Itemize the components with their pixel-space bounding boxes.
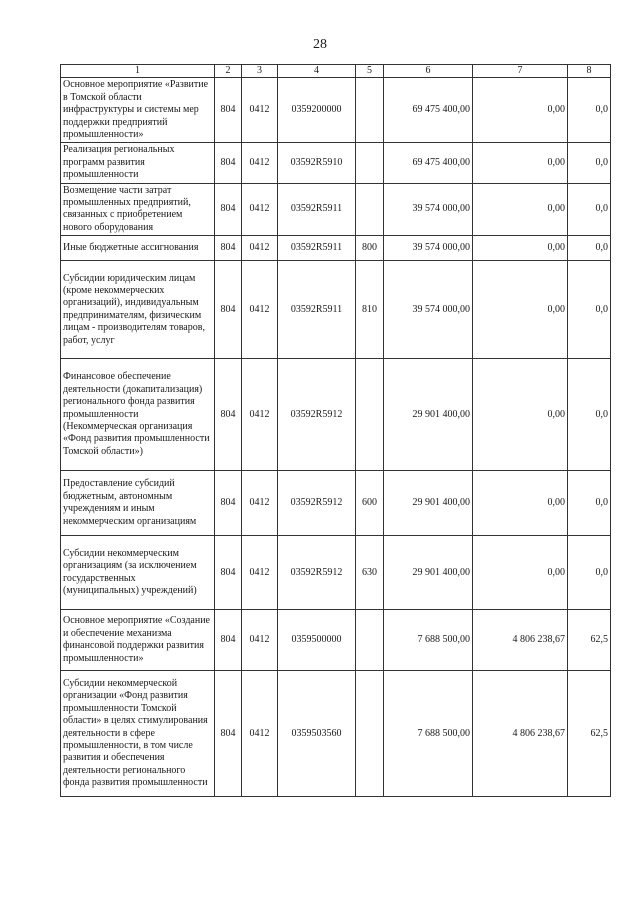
section-code-cell: 0412 <box>242 610 278 671</box>
section-code-cell: 0412 <box>242 471 278 536</box>
percent-cell: 62,5 <box>568 671 611 797</box>
table-row <box>61 143 611 183</box>
plan-amount-cell: 39 574 000,00 <box>384 261 473 359</box>
percent-cell: 0,0 <box>568 536 611 610</box>
plan-amount-cell: 69 475 400,00 <box>384 143 473 183</box>
expense-type-cell <box>356 183 384 236</box>
percent-cell: 0,0 <box>568 183 611 236</box>
section-code-cell: 0412 <box>242 536 278 610</box>
column-header: 4 <box>278 65 356 78</box>
table-row <box>61 671 611 797</box>
expense-type-cell: 630 <box>356 536 384 610</box>
table-header-row <box>61 65 611 78</box>
table-row <box>61 183 611 236</box>
table-row <box>61 471 611 536</box>
target-code-cell: 0359200000 <box>278 78 356 143</box>
percent-cell: 0,0 <box>568 359 611 471</box>
column-header: 7 <box>473 65 568 78</box>
percent-cell: 0,0 <box>568 261 611 359</box>
expense-type-cell: 810 <box>356 261 384 359</box>
name-cell: Реализация региональных программ развития промышленности <box>61 143 215 183</box>
name-cell: Иные бюджетные ассигнования <box>61 236 215 261</box>
plan-amount-cell: 29 901 400,00 <box>384 536 473 610</box>
ministry-code-cell: 804 <box>215 78 242 143</box>
expense-type-cell <box>356 610 384 671</box>
target-code-cell: 03592R5911 <box>278 236 356 261</box>
expense-type-cell <box>356 143 384 183</box>
table-row <box>61 78 611 143</box>
expense-type-cell <box>356 359 384 471</box>
target-code-cell: 03592R5910 <box>278 143 356 183</box>
name-cell: Предоставление субсидий бюджетным, автономным учреждениям и иным некоммерческим организациям <box>61 471 215 536</box>
section-code-cell: 0412 <box>242 143 278 183</box>
target-code-cell: 0359500000 <box>278 610 356 671</box>
ministry-code-cell: 804 <box>215 471 242 536</box>
fact-amount-cell: 0,00 <box>473 236 568 261</box>
plan-amount-cell: 7 688 500,00 <box>384 671 473 797</box>
plan-amount-cell: 29 901 400,00 <box>384 359 473 471</box>
percent-cell: 0,0 <box>568 471 611 536</box>
name-cell: Финансовое обеспечение деятельности (докапитализация) регионального фонда развития промышленности (Некоммерческая организация «Фонд развития промышленности Томской области») <box>61 359 215 471</box>
fact-amount-cell: 4 806 238,67 <box>473 671 568 797</box>
target-code-cell: 03592R5911 <box>278 261 356 359</box>
plan-amount-cell: 69 475 400,00 <box>384 78 473 143</box>
target-code-cell: 0359503560 <box>278 671 356 797</box>
name-cell: Субсидии некоммерческой организации «Фонд развития промышленности Томской области» в целях стимулирования деятельности в сфере промышленности, в том числе развития и обеспечения деятельности регионального фонда развития промышленности <box>61 671 215 797</box>
column-header: 5 <box>356 65 384 78</box>
section-code-cell: 0412 <box>242 183 278 236</box>
name-cell: Основное мероприятие «Создание и обеспечение механизма финансовой поддержки развития промышленности» <box>61 610 215 671</box>
ministry-code-cell: 804 <box>215 671 242 797</box>
table-row <box>61 610 611 671</box>
name-cell: Основное мероприятие «Развитие в Томской области инфраструктуры и системы мер поддержки предприятий промышленности» <box>61 78 215 143</box>
table-row <box>61 236 611 261</box>
section-code-cell: 0412 <box>242 671 278 797</box>
column-header: 2 <box>215 65 242 78</box>
fact-amount-cell: 0,00 <box>473 471 568 536</box>
target-code-cell: 03592R5912 <box>278 536 356 610</box>
percent-cell: 62,5 <box>568 610 611 671</box>
column-header: 1 <box>61 65 215 78</box>
expense-type-cell: 800 <box>356 236 384 261</box>
percent-cell: 0,0 <box>568 236 611 261</box>
ministry-code-cell: 804 <box>215 261 242 359</box>
section-code-cell: 0412 <box>242 261 278 359</box>
percent-cell: 0,0 <box>568 78 611 143</box>
expense-type-cell <box>356 671 384 797</box>
ministry-code-cell: 804 <box>215 359 242 471</box>
name-cell: Субсидии юридическим лицам (кроме некоммерческих организаций), индивидуальным предпринимателям, физическим лицам - производителям товаров, работ, услуг <box>61 261 215 359</box>
table-row <box>61 261 611 359</box>
ministry-code-cell: 804 <box>215 536 242 610</box>
budget-table <box>60 64 611 797</box>
fact-amount-cell: 4 806 238,67 <box>473 610 568 671</box>
percent-cell: 0,0 <box>568 143 611 183</box>
plan-amount-cell: 39 574 000,00 <box>384 236 473 261</box>
section-code-cell: 0412 <box>242 359 278 471</box>
fact-amount-cell: 0,00 <box>473 359 568 471</box>
fact-amount-cell: 0,00 <box>473 143 568 183</box>
plan-amount-cell: 7 688 500,00 <box>384 610 473 671</box>
section-code-cell: 0412 <box>242 236 278 261</box>
table-row <box>61 536 611 610</box>
target-code-cell: 03592R5911 <box>278 183 356 236</box>
section-code-cell: 0412 <box>242 78 278 143</box>
fact-amount-cell: 0,00 <box>473 536 568 610</box>
fact-amount-cell: 0,00 <box>473 261 568 359</box>
table-row <box>61 359 611 471</box>
name-cell: Возмещение части затрат промышленных предприятий, связанных с приобретением нового оборудования <box>61 183 215 236</box>
name-cell: Субсидии некоммерческим организациям (за исключением государственных (муниципальных) учреждений) <box>61 536 215 610</box>
target-code-cell: 03592R5912 <box>278 471 356 536</box>
fact-amount-cell: 0,00 <box>473 78 568 143</box>
page-number: 28 <box>313 37 327 52</box>
ministry-code-cell: 804 <box>215 236 242 261</box>
column-header: 3 <box>242 65 278 78</box>
ministry-code-cell: 804 <box>215 183 242 236</box>
column-header: 8 <box>568 65 611 78</box>
target-code-cell: 03592R5912 <box>278 359 356 471</box>
plan-amount-cell: 39 574 000,00 <box>384 183 473 236</box>
fact-amount-cell: 0,00 <box>473 183 568 236</box>
ministry-code-cell: 804 <box>215 143 242 183</box>
expense-type-cell <box>356 78 384 143</box>
ministry-code-cell: 804 <box>215 610 242 671</box>
table-body <box>61 78 611 797</box>
expense-type-cell: 600 <box>356 471 384 536</box>
plan-amount-cell: 29 901 400,00 <box>384 471 473 536</box>
column-header: 6 <box>384 65 473 78</box>
